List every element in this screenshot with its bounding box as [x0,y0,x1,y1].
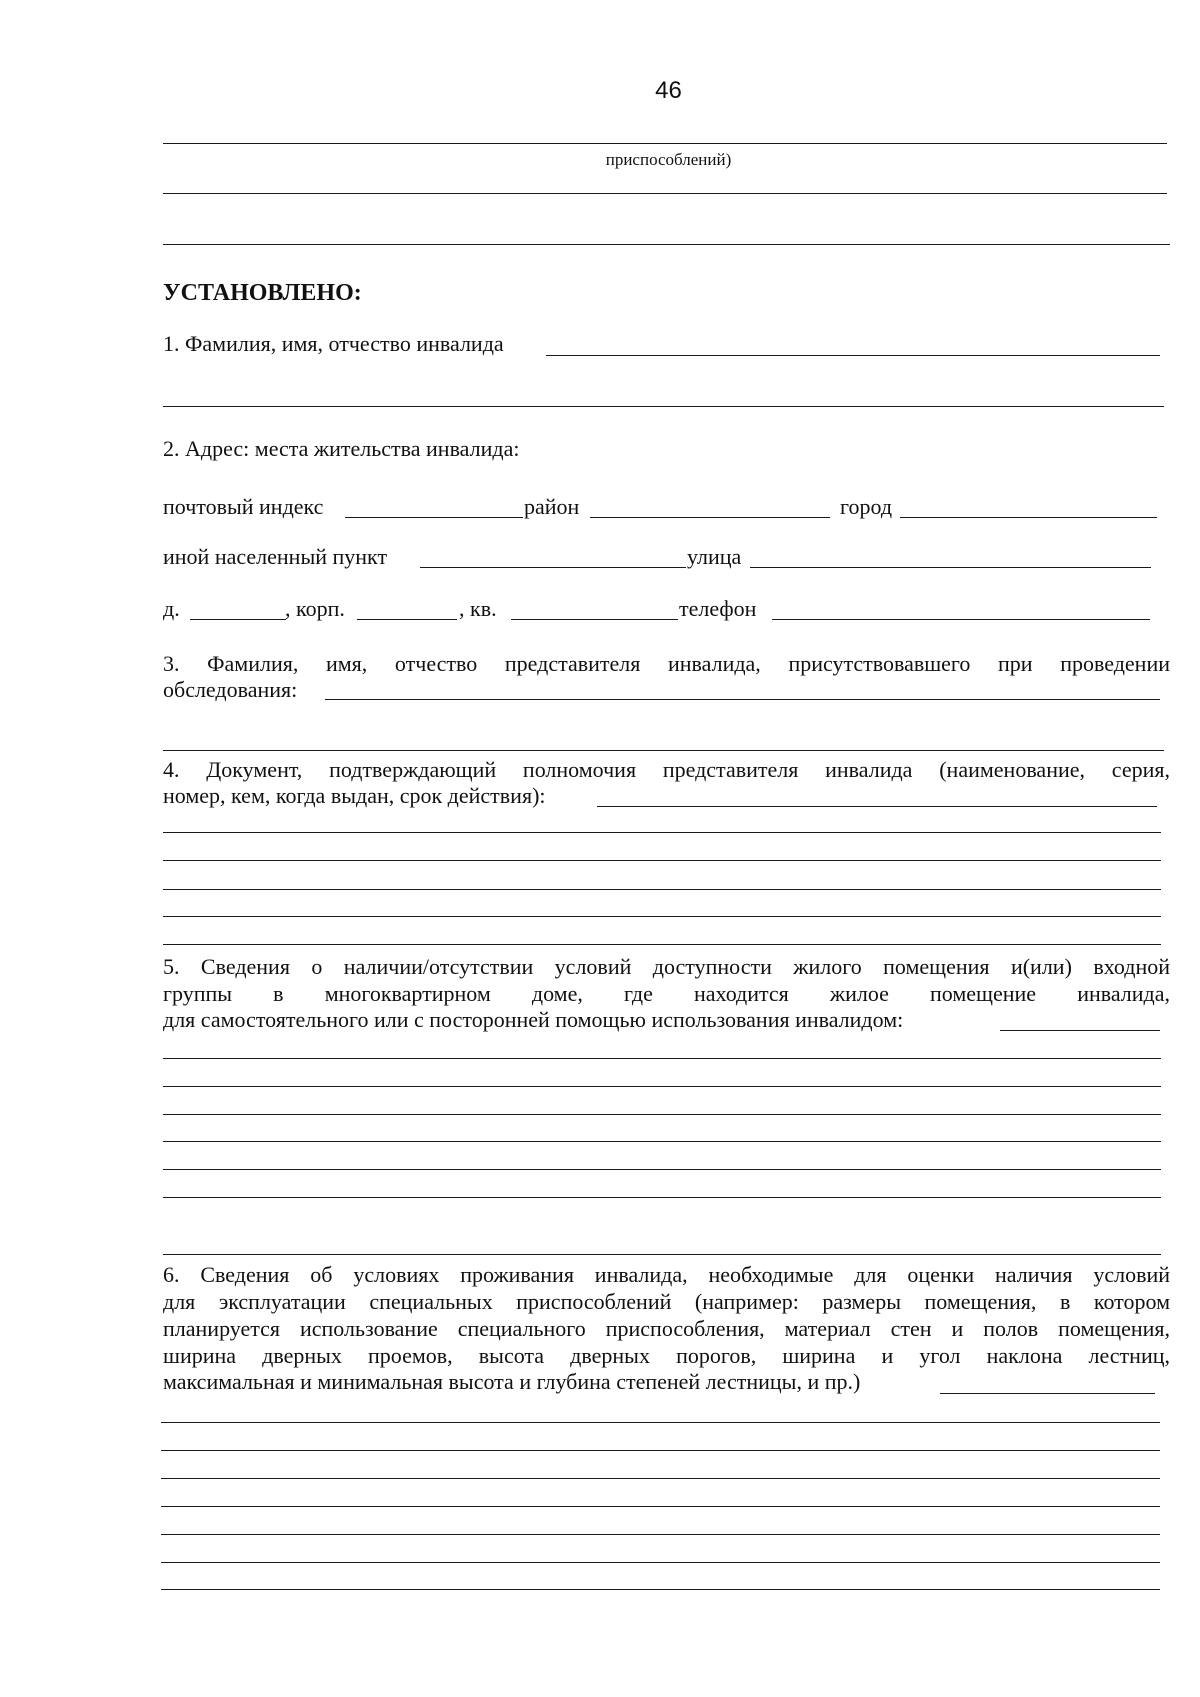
phone-field-line [772,619,1150,620]
postal-index-field-line [345,517,523,518]
blank-line [163,406,1164,407]
street-label: улица [687,544,742,569]
other-locality-label: иной населенный пункт [163,544,388,569]
phone-label: телефон [679,596,757,621]
blank-line [161,1478,1160,1479]
apartment-field-line [511,619,678,620]
postal-index-label: почтовый индекс [163,494,324,519]
blank-line [163,1086,1161,1087]
living-conditions-field-line [940,1393,1155,1394]
blank-line [161,1422,1160,1423]
blank-line [163,193,1167,194]
apartment-label: , кв. [459,596,497,621]
fio-field-line [546,355,1160,356]
blank-line [163,244,1170,245]
item6-line5: максимальная и минимальная высота и глубина степеней лестницы, и пр.) [163,1369,861,1394]
item1-label: 1. Фамилия, имя, отчество инвалида [163,331,504,356]
blank-line [161,1562,1160,1563]
house-field-line [190,619,286,620]
blank-line [161,1534,1160,1535]
item2-label: 2. Адрес: места жительства инвалида: [163,436,520,461]
blank-line [163,1114,1161,1115]
page-number: 46 [655,77,682,104]
blank-line [163,1169,1161,1170]
section-heading: УСТАНОВЛЕНО: [163,280,362,306]
item5-line1: 5. Сведения о наличии/отсутствии условий доступности жилого помещения и(или) входной [163,954,1170,979]
top-caption: приспособлений) [605,150,732,169]
city-field-line [900,517,1157,518]
blank-line [163,1058,1161,1059]
document-field-line [597,806,1157,807]
item3-line2: обследования: [163,677,298,702]
representative-field-line [325,699,1160,700]
item5-line2: группы в многоквартирном доме, где находится жилое помещение инвалида, [163,981,1170,1006]
item5-line3: для самостоятельного или с посторонней помощью использования инвалидом: [163,1007,904,1032]
building-field-line [357,619,457,620]
accessibility-field-line [1000,1030,1160,1031]
item6-line2: для эксплуатации специальных приспособлений (например: размеры помещения, в котором [163,1289,1170,1314]
blank-line [163,1141,1161,1142]
city-label: город [840,494,893,519]
blank-line [163,944,1161,945]
blank-line [161,1450,1160,1451]
district-field-line [590,517,830,518]
house-label: д. [163,596,180,621]
item6-line4: ширина дверных проемов, высота дверных порогов, ширина и угол наклона лестниц, [163,1343,1170,1368]
district-label: район [524,494,580,519]
blank-line [161,1506,1160,1507]
building-label: , корп. [285,596,345,621]
item6-line1: 6. Сведения об условиях проживания инвалида, необходимые для оценки наличия условий [163,1262,1170,1287]
blank-line [163,916,1161,917]
item3-line1: 3. Фамилия, имя, отчество представителя инвалида, присутствовавшего при проведении [163,651,1170,676]
blank-line [163,1254,1161,1255]
item4-line1: 4. Документ, подтверждающий полномочия представителя инвалида (наименование, серия, [163,757,1170,782]
blank-line [163,1197,1161,1198]
blank-line [161,1589,1160,1590]
other-locality-field-line [420,567,686,568]
blank-line [163,832,1161,833]
blank-line [163,750,1164,751]
item4-line2: номер, кем, когда выдан, срок действия): [163,783,546,808]
street-field-line [750,567,1151,568]
item6-line3: планируется использование специального приспособления, материал стен и полов помещения, [163,1316,1170,1341]
blank-line [163,889,1161,890]
blank-line [163,143,1167,144]
blank-line [163,860,1161,861]
